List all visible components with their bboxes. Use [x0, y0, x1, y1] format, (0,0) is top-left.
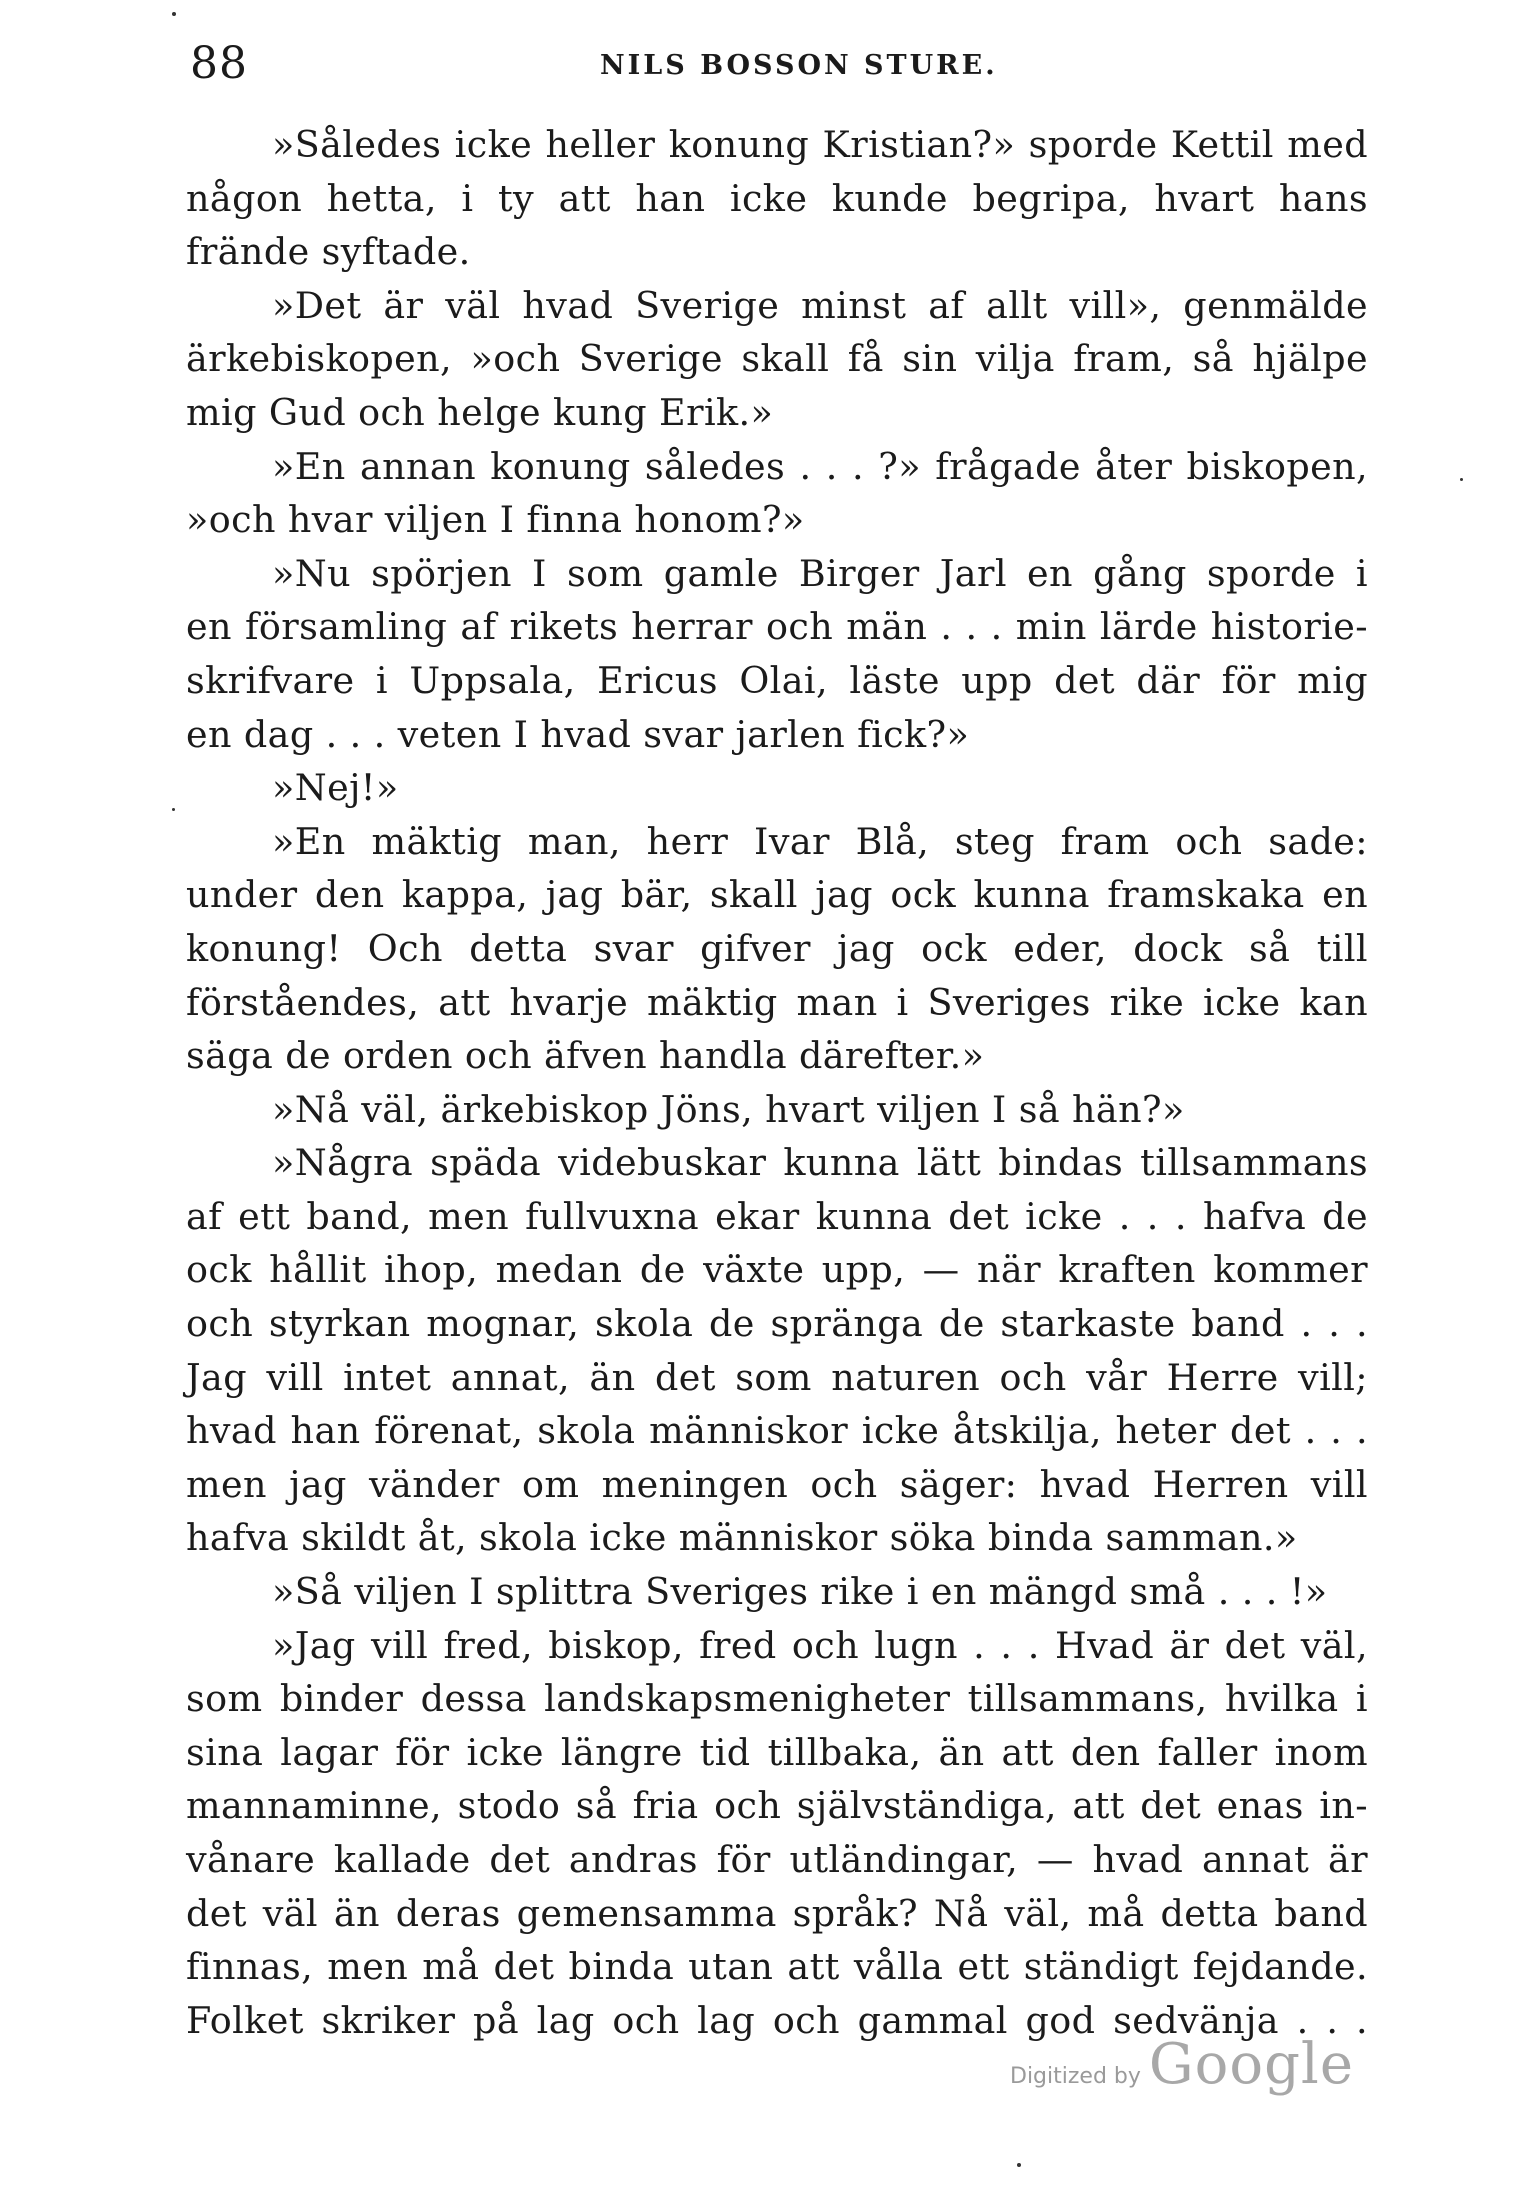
digitized-watermark: [1010, 2032, 1354, 2097]
text-line: en dag . . . veten I hvad svar jarlen fick?»: [186, 712, 970, 756]
google-logo: Google: [1148, 2032, 1354, 2097]
text-line: af ett band, men fullvuxna ekar kunna det icke . . . hafva de: [186, 1194, 1368, 1238]
paper-speck: [172, 12, 176, 16]
paper-speck: [1460, 478, 1463, 481]
text-line: under den kappa, jag bär, skall jag ock kunna framskaka en: [186, 873, 1368, 917]
text-line: »Nu spörjen I som gamle Birger Jarl en gång sporde i: [272, 551, 1368, 595]
text-line: Folket skriker på lag och lag och gammal god sedvänja . . .: [186, 1998, 1368, 2042]
text-line: mannaminne, stodo så fria och självständiga, att det enas in-: [186, 1784, 1368, 1828]
text-line: frände syftade.: [186, 230, 471, 274]
text-line: mig Gud och helge kung Erik.»: [186, 390, 774, 434]
text-line: Jag vill intet annat, än det som naturen och vår Herre vill;: [186, 1355, 1368, 1399]
text-line: hafva skildt åt, skola icke människor söka binda samman.»: [186, 1516, 1298, 1560]
text-line: som binder dessa landskapsmenigheter tillsammans, hvilka i: [186, 1677, 1368, 1721]
text-line: konung! Och detta svar gifver jag ock eder, dock så till: [186, 926, 1368, 970]
text-line: »En annan konung således . . . ?» frågade åter biskopen,: [272, 444, 1368, 488]
text-line: vånare kallade det andras för utländingar, — hvad annat är: [186, 1838, 1368, 1881]
page-number: 88: [190, 38, 248, 89]
text-line: hvad han förenat, skola människor icke åtskilja, heter det . . .: [186, 1409, 1368, 1453]
watermark-prefix: Digitized by: [1010, 2064, 1141, 2089]
text-line: och styrkan mognar, skola de spränga de starkaste band . . .: [186, 1302, 1368, 1346]
text-line: ock hållit ihop, medan de växte upp, — när kraften kommer: [186, 1248, 1368, 1292]
text-line: en församling af rikets herrar och män . . . min lärde historie-: [186, 605, 1368, 649]
text-line: någon hetta, i ty att han icke kunde begripa, hvart hans: [186, 176, 1368, 220]
text-line: »Några späda videbuskar kunna lätt bindas tillsammans: [272, 1141, 1368, 1185]
paper-speck: [172, 808, 175, 811]
text-line: sina lagar för icke längre tid tillbaka, än att den faller inom: [186, 1730, 1368, 1774]
text-line: »Det är väl hvad Sverige minst af allt vill», genmälde: [272, 283, 1368, 327]
text-line: förståendes, att hvarje mäktig man i Sveriges rike icke kan: [186, 980, 1368, 1024]
text-line: ärkebiskopen, »och Sverige skall få sin vilja fram, så hjälpe: [186, 337, 1368, 381]
text-line: »Nej!»: [272, 766, 399, 810]
running-title: NILS BOSSON STURE.: [600, 50, 998, 81]
text-line: »och hvar viljen I finna honom?»: [186, 498, 805, 542]
text-line: det väl än deras gemensamma språk? Nå väl, må detta band: [186, 1891, 1368, 1935]
text-line: »Så viljen I splittra Sveriges rike i en mängd små . . . !»: [272, 1570, 1328, 1614]
text-line: men jag vänder om meningen och säger: hvad Herren vill: [186, 1462, 1368, 1506]
text-line: »Nå väl, ärkebiskop Jöns, hvart viljen I så hän?»: [272, 1087, 1185, 1131]
text-line: »En mäktig man, herr Ivar Blå, steg fram och sade:: [272, 819, 1368, 863]
text-line: finnas, men må det binda utan att vålla ett ständigt fejdande.: [186, 1945, 1368, 1989]
text-line: »Således icke heller konung Kristian?» sporde Kettil med: [272, 123, 1368, 166]
text-line: säga de orden och äfven handla därefter.»: [186, 1034, 985, 1078]
body-text: [186, 118, 1368, 2047]
text-line: »Jag vill fred, biskop, fred och lugn . . . Hvad är det väl,: [272, 1623, 1368, 1667]
paper-speck: [1017, 2163, 1021, 2167]
text-line: skrifvare i Uppsala, Ericus Olai, läste upp det där för mig: [186, 658, 1368, 702]
